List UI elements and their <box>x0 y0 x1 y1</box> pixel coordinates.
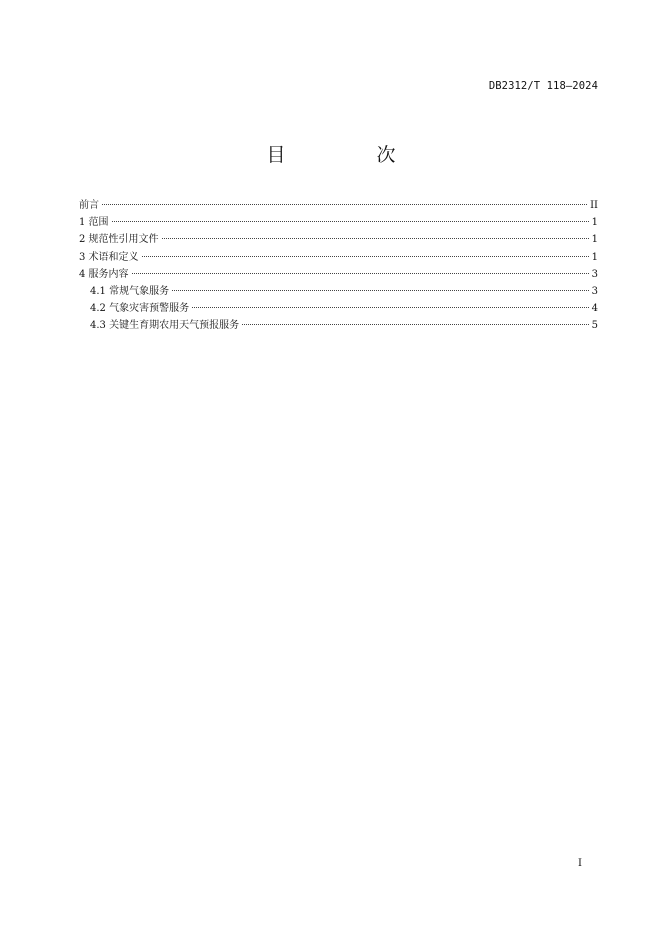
toc-entry-page: 1 <box>591 234 598 246</box>
toc-entry-page: 3 <box>591 285 598 297</box>
toc-entry-page: 5 <box>591 320 598 332</box>
toc-entry-label: 3 术语和定义 <box>79 251 139 263</box>
toc-entry-label: 4 服务内容 <box>79 268 129 280</box>
toc-entry-service-content[interactable] <box>79 266 598 283</box>
toc-entry-label: 4.3 关键生育期农用天气预报服务 <box>90 320 240 332</box>
toc-dot-leader <box>112 221 589 222</box>
toc-entry-page: 1 <box>591 217 598 229</box>
toc-list <box>79 197 598 335</box>
toc-entry-page: 4 <box>591 303 598 315</box>
toc-dot-leader <box>242 324 589 325</box>
toc-entry-routine-meteorological-service[interactable] <box>79 283 598 300</box>
toc-entry-label: 4.2 气象灾害预警服务 <box>90 303 190 315</box>
toc-entry-agricultural-forecast-service[interactable] <box>79 317 598 334</box>
toc-title: 目 次 <box>266 144 432 166</box>
toc-dot-leader <box>192 307 589 308</box>
toc-entry-page: II <box>590 200 598 211</box>
toc-entry-foreword[interactable] <box>79 197 598 214</box>
toc-dot-leader <box>132 273 589 274</box>
toc-entry-label: 4.1 常规气象服务 <box>90 285 170 297</box>
page-number: I <box>578 858 582 869</box>
document-code: DB2312/T 118—2024 <box>488 80 598 92</box>
toc-dot-leader <box>142 256 589 257</box>
toc-entry-label: 前言 <box>79 200 99 211</box>
toc-entry-label: 1 范围 <box>79 217 109 229</box>
toc-entry-normative-references[interactable] <box>79 231 598 248</box>
toc-entry-label: 2 规范性引用文件 <box>79 234 159 246</box>
toc-entry-page: 1 <box>591 251 598 263</box>
toc-dot-leader <box>172 290 589 291</box>
toc-entry-page: 3 <box>591 268 598 280</box>
toc-entry-scope[interactable] <box>79 214 598 231</box>
toc-entry-terms-definitions[interactable] <box>79 249 598 266</box>
toc-entry-disaster-warning-service[interactable] <box>79 300 598 317</box>
toc-dot-leader <box>162 238 589 239</box>
toc-dot-leader <box>102 204 587 205</box>
